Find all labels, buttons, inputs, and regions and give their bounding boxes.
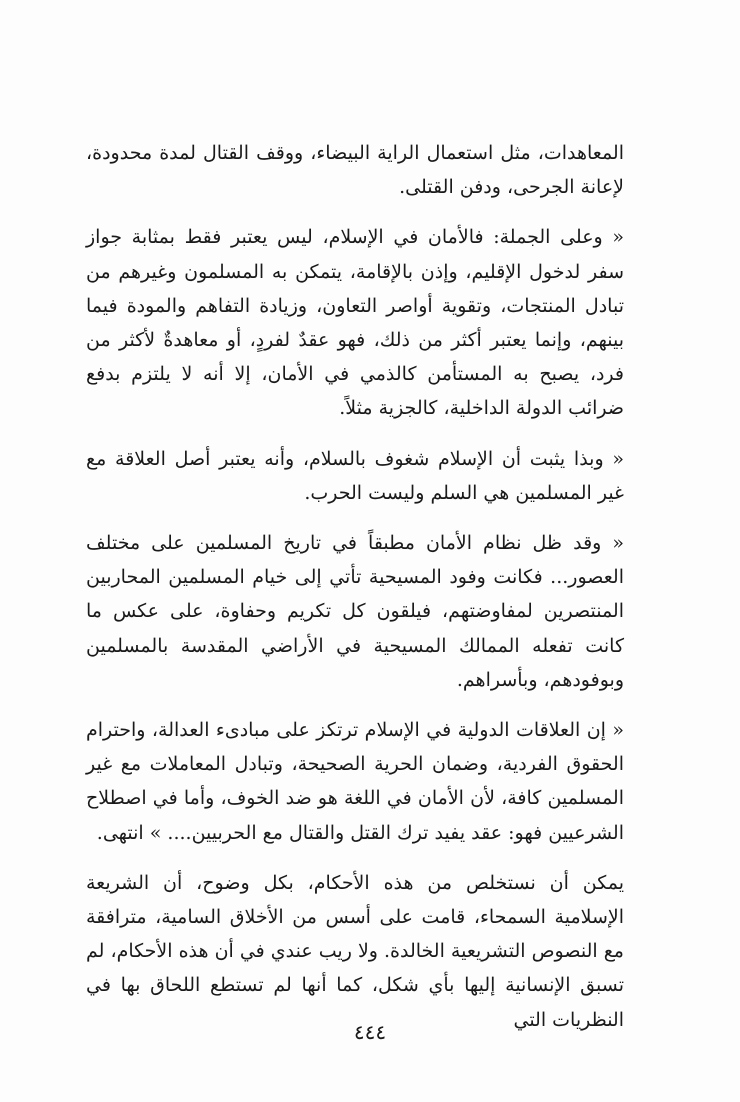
- paragraph-2: « وعلى الجملة: فالأمان في الإسلام، ليس يعتبر فقط بمثابة جواز سفر لدخول الإقليم، وإذن بالإقامة، يتمكن به المسلمون وغيرهم من تبادل المنتجات، وتقوية أواصر التعاون، وزيادة التفاهم والمودة فيما بينهم، وإنما يعتبر أكثر من ذلك، فهو عقدٌ لفردٍ، أو معاهدةٌ لأكثر من فرد، يصبح به المستأمن كالذمي في الأمان، إلا أنه لا يلتزم بدفع ضرائب الدولة الداخلية، كالجزية مثلاً.: [86, 226, 624, 420]
- paragraph-5: « إن العلاقات الدولية في الإسلام ترتكز على مبادىء العدالة، واحترام الحقوق الفردية، وضمان الحرية الصحيحة، وتبادل المعاملات مع غير المسلمين كافة، لأن الأمان في اللغة هو ضد الخوف، وأما في اصطلاح الشرعيين فهو: عقد يفيد ترك القتل والقتال مع الحربيين.... » انتهى.: [86, 719, 624, 844]
- paragraph-4: « وقد ظل نظام الأمان مطبقاً في تاريخ المسلمين على مختلف العصور... فكانت وفود المسيحية تأتي إلى خيام المسلمين المحاربين المنتصرين لمفاوضتهم، فيلقون كل تكريم وحفاوة، على عكس ما كانت تفعله الممالك المسيحية في الأراضي المقدسة بالمسلمين وبوفودهم، وبأسراهم.: [86, 532, 624, 691]
- body-text: [86, 136, 624, 1053]
- paragraph-1: المعاهدات، مثل استعمال الراية البيضاء، ووقف القتال لمدة محدودة، لإعانة الجرحى، ودفن القتلى.: [86, 142, 624, 199]
- page-number: ٤٤٤: [353, 1020, 387, 1044]
- paragraph-3: « وبذا يثبت أن الإسلام شغوف بالسلام، وأنه يعتبر أصل العلاقة مع غير المسلمين هي السلم وليست الحرب.: [86, 447, 624, 504]
- paragraph-6: يمكن أن نستخلص من هذه الأحكام، بكل وضوح، أن الشريعة الإسلامية السمحاء، قامت على أسس من الأخلاق السامية، مترافقة مع النصوص التشريعية الخالدة. ولا ريب عندي في أن هذه الأحكام، لم تسبق الإنسانية إليها بأي شكل، كما أنها لم تستطع اللحاق بها في النظريات التي: [86, 871, 624, 1031]
